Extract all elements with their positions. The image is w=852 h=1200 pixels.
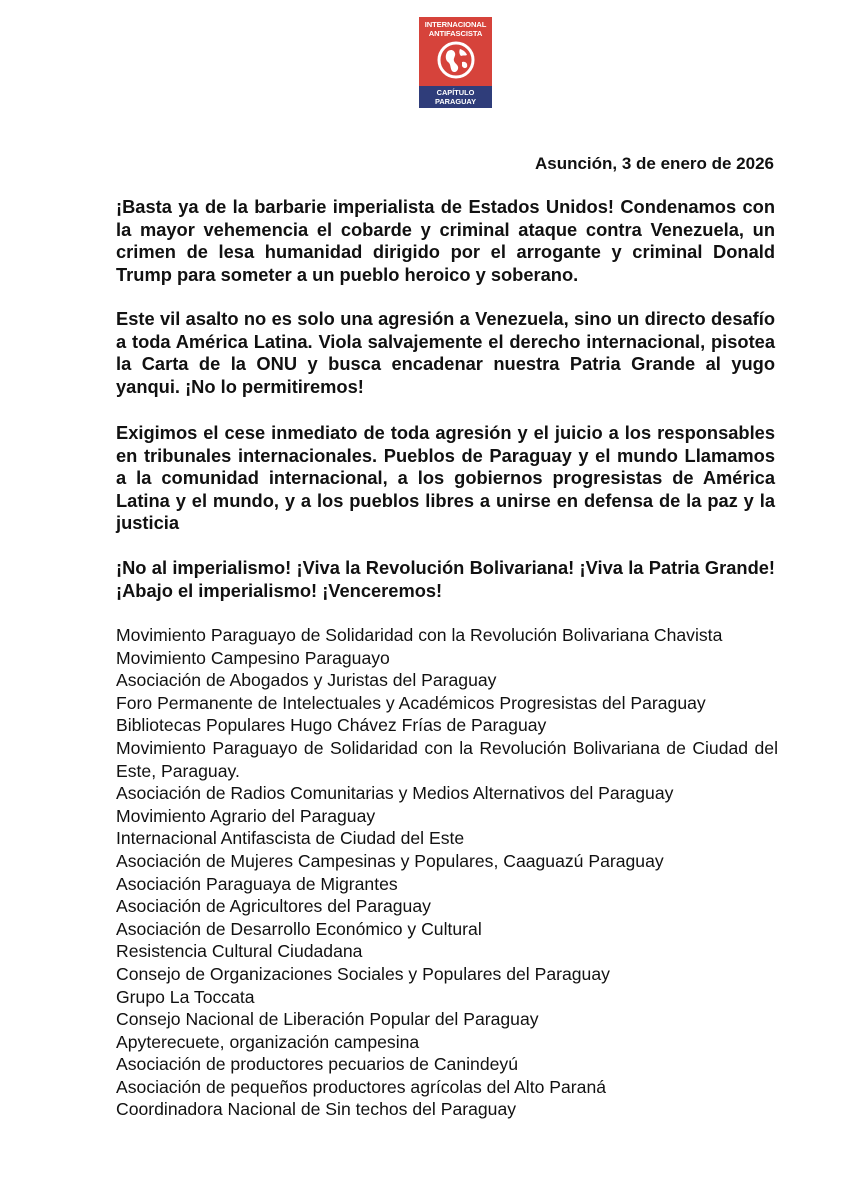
logo-line-3: CAPÍTULO bbox=[436, 88, 475, 97]
paragraph-slogans: ¡No al imperialismo! ¡Viva la Revolución Bolivariana! ¡Viva la Patria Grande! ¡Abajo el imperialismo! ¡Venceremos! bbox=[116, 557, 775, 601]
signatory-item: Apyterecuete, organización campesina bbox=[116, 1031, 420, 1052]
signatory-item: Movimiento Paraguayo de Solidaridad con la Revolución Bolivariana Chavista bbox=[116, 625, 723, 645]
signatory-item: Movimiento Agrario del Paraguay bbox=[116, 805, 376, 826]
signatory-item: Consejo de Organizaciones Sociales y Populares del Paraguay bbox=[116, 963, 610, 984]
organization-logo bbox=[419, 17, 492, 108]
signatory-item: Asociación de Radios Comunitarias y Medios Alternativos del Paraguay bbox=[116, 783, 674, 804]
signatory-item: Asociación Paraguaya de Migrantes bbox=[116, 873, 398, 894]
signatories-list bbox=[116, 624, 778, 1121]
signatory-item: Grupo La Toccata bbox=[116, 986, 255, 1007]
signatory-item: Resistencia Cultural Ciudadana bbox=[116, 941, 363, 962]
signatory-item: Bibliotecas Populares Hugo Chávez Frías de Paraguay bbox=[116, 715, 547, 736]
signatory-item: Foro Permanente de Intelectuales y Académicos Progresistas del Paraguay bbox=[116, 692, 706, 713]
logo-title bbox=[419, 20, 492, 38]
signatory-item: Asociación de productores pecuarios de Canindeyú bbox=[116, 1054, 518, 1075]
signatory-item: Asociación de Agricultores del Paraguay bbox=[116, 896, 431, 917]
paragraph-assault: Este vil asalto no es solo una agresión a Venezuela, sino un directo desafío a toda América Latina. Viola salvajemente el derecho internacional, pisotea la Carta de la ONU y busca encadenar nuestra Patria Grande al yugo yanqui. ¡No lo permitiremos! bbox=[116, 308, 775, 397]
signatory-item: Coordinadora Nacional de Sin techos del Paraguay bbox=[116, 1099, 517, 1120]
signatory-item: Asociación de Mujeres Campesinas y Populares, Caaguazú Paraguay bbox=[116, 850, 664, 871]
signatory-item: Consejo Nacional de Liberación Popular del Paraguay bbox=[116, 1009, 539, 1030]
signatory-item: Asociación de pequeños productores agrícolas del Alto Paraná bbox=[116, 1076, 607, 1097]
globe-icon bbox=[436, 40, 476, 80]
logo-line-4: PARAGUAY bbox=[434, 97, 477, 106]
logo-chapter-band bbox=[419, 86, 492, 108]
document-date: Asunción, 3 de enero de 2026 bbox=[534, 154, 774, 173]
signatory-item: Movimiento Paraguayo de Solidaridad con la Revolución Bolivariana de Ciudad del Este, Paraguay. bbox=[116, 737, 778, 781]
signatory-item: Asociación de Desarrollo Económico y Cultural bbox=[116, 918, 482, 939]
signatory-item: Internacional Antifascista de Ciudad del Este bbox=[116, 828, 465, 849]
paragraph-demands: Exigimos el cese inmediato de toda agresión y el juicio a los responsables en tribunales internacionales. Pueblos de Paraguay y el mundo Llamamos a la comunidad internacional, a los gobiernos progresistas de América Latina y el mundo, y a los pueblos libres a unirse en defensa de la paz y la justicia bbox=[116, 422, 775, 534]
signatory-item: Movimiento Campesino Paraguayo bbox=[116, 647, 390, 668]
logo-line-2: ANTIFASCISTA bbox=[428, 29, 483, 38]
paragraph-condemnation: ¡Basta ya de la barbarie imperialista de Estados Unidos! Condenamos con la mayor vehemencia el cobarde y criminal ataque contra Venezuela, un crimen de lesa humanidad dirigido por el arrogante y criminal Donald Trump para someter a un pueblo heroico y soberano. bbox=[116, 196, 775, 285]
signatory-item: Asociación de Abogados y Juristas del Paraguay bbox=[116, 670, 497, 691]
logo-line-1: INTERNACIONAL bbox=[424, 20, 487, 29]
